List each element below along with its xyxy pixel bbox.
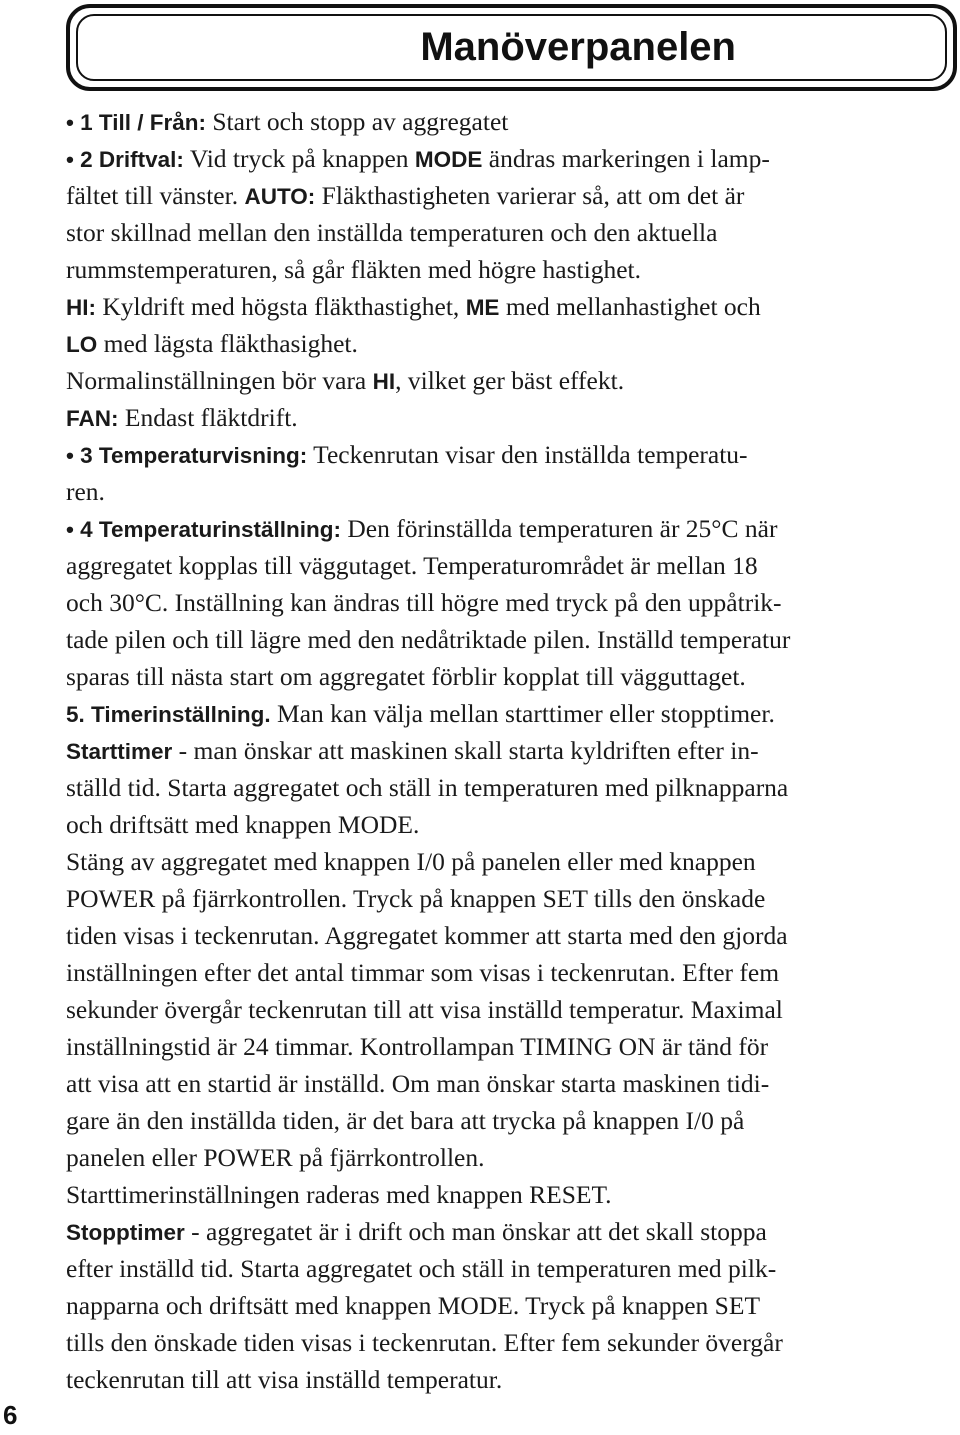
text-line	[66, 991, 956, 1028]
bold-term: • 2 Driftval:	[66, 147, 184, 172]
text-segment: rummstemperaturen, så går fläkten med högre hastighet.	[66, 255, 641, 284]
text-segment: Stäng av aggregatet med knappen I/0 på panelen eller med knappen	[66, 847, 756, 876]
bold-term: ME	[465, 295, 500, 320]
text-line	[66, 732, 956, 769]
text-line	[66, 1028, 956, 1065]
bold-term: HI	[372, 369, 396, 394]
text-line	[66, 1361, 956, 1398]
text-line	[66, 658, 956, 695]
bold-term: LO	[66, 332, 98, 357]
text-segment: Endast fläktdrift.	[118, 403, 298, 432]
text-line	[66, 621, 956, 658]
text-line	[66, 547, 956, 584]
text-segment: napparna och driftsätt med knappen MODE. Tryck på knappen SET	[66, 1291, 761, 1320]
bold-term: FAN:	[66, 406, 119, 431]
body-text	[66, 103, 956, 1398]
text-segment: POWER på fjärrkontrollen. Tryck på knappen SET tills den önskade	[66, 884, 766, 913]
text-segment: stor skillnad mellan den inställda temperaturen och den aktuella	[66, 218, 718, 247]
text-line	[66, 214, 956, 251]
text-segment: - man önskar att maskinen skall starta kyldriften efter in-	[172, 736, 759, 765]
text-line	[66, 769, 956, 806]
bold-term: 5. Timerinställning.	[66, 702, 271, 727]
text-segment: att visa att en startid är inställd. Om man önskar starta maskinen tidi-	[66, 1069, 770, 1098]
text-segment: Fläkthastigheten varierar så, att om det är	[315, 181, 745, 210]
text-segment: tiden visas i teckenrutan. Aggregatet kommer att starta med den gjorda	[66, 921, 788, 950]
text-segment: Normalinställningen bör vara	[66, 366, 373, 395]
bold-term: • 4 Temperaturinställning:	[66, 517, 341, 542]
bold-term: HI:	[66, 295, 96, 320]
text-line	[66, 473, 956, 510]
text-segment: Kyldrift med högsta fläkthastighet,	[96, 292, 466, 321]
text-line	[66, 880, 956, 917]
bold-term: MODE	[414, 147, 483, 172]
text-segment: ren.	[66, 477, 105, 506]
text-segment: aggregatet kopplas till väggutaget. Temperaturområdet är mellan 18	[66, 551, 758, 580]
text-segment: sparas till nästa start om aggregatet förblir kopplat till vägguttaget.	[66, 662, 746, 691]
text-line	[66, 1324, 956, 1361]
text-segment: ställd tid. Starta aggregatet och ställ in temperaturen med pilknapparna	[66, 773, 789, 802]
text-line	[66, 843, 956, 880]
text-line	[66, 362, 956, 399]
text-line	[66, 1250, 956, 1287]
text-line	[66, 103, 956, 140]
bold-term: Starttimer	[66, 739, 173, 764]
text-segment: och driftsätt med knappen MODE.	[66, 810, 420, 839]
text-segment: panelen eller POWER på fjärrkontrollen.	[66, 1143, 485, 1172]
text-line	[66, 436, 956, 473]
text-line	[66, 325, 956, 362]
text-line	[66, 399, 956, 436]
text-segment: Start och stopp av aggregatet	[206, 107, 509, 136]
text-line	[66, 1139, 956, 1176]
text-line	[66, 1213, 956, 1250]
text-segment: efter inställd tid. Starta aggregatet och ställ in temperaturen med pilk-	[66, 1254, 777, 1283]
page-title: Manöverpanelen	[420, 25, 736, 69]
text-segment: Den förinställda temperaturen är 25°C när	[341, 514, 778, 543]
text-segment: fältet till vänster.	[66, 181, 245, 210]
text-line	[66, 251, 956, 288]
bold-term: Stopptimer	[66, 1220, 185, 1245]
text-segment: tills den önskade tiden visas i teckenrutan. Efter fem sekunder övergår	[66, 1328, 783, 1357]
text-segment: sekunder övergår teckenrutan till att visa inställd temperatur. Maximal	[66, 995, 783, 1024]
text-line	[66, 140, 956, 177]
text-segment: gare än den inställda tiden, är det bara att trycka på knappen I/0 på	[66, 1106, 745, 1135]
text-segment: Teckenrutan visar den inställda temperatu-	[307, 440, 748, 469]
text-line	[66, 510, 956, 547]
text-segment: teckenrutan till att visa inställd temperatur.	[66, 1365, 503, 1394]
text-segment: , vilket ger bäst effekt.	[395, 366, 625, 395]
text-segment: med mellanhastighet och	[499, 292, 761, 321]
text-line	[66, 917, 956, 954]
bold-term: • 1 Till / Från:	[66, 110, 206, 135]
text-segment: och 30°C. Inställning kan ändras till högre med tryck på den uppåtrik-	[66, 588, 782, 617]
text-segment: Man kan välja mellan starttimer eller stopptimer.	[270, 699, 775, 728]
text-segment: - aggregatet är i drift och man önskar att det skall stoppa	[184, 1217, 767, 1246]
text-line	[66, 1065, 956, 1102]
text-segment: ändras markeringen i lamp-	[482, 144, 770, 173]
text-line	[66, 954, 956, 991]
text-segment: med lägsta fläkthasighet.	[97, 329, 358, 358]
text-segment: Starttimerinställningen raderas med knappen RESET.	[66, 1180, 612, 1209]
bold-term: • 3 Temperaturvisning:	[66, 443, 308, 468]
text-line	[66, 177, 956, 214]
text-line	[66, 288, 956, 325]
text-line	[66, 1102, 956, 1139]
text-line	[66, 806, 956, 843]
text-line	[66, 584, 956, 621]
text-line	[66, 1287, 956, 1324]
page-number: 6	[3, 1400, 18, 1430]
bold-term: AUTO:	[244, 184, 316, 209]
text-segment: tade pilen och till lägre med den nedåtriktade pilen. Inställd temperatur	[66, 625, 791, 654]
text-segment: inställningen efter det antal timmar som visas i teckenrutan. Efter fem	[66, 958, 780, 987]
text-line	[66, 695, 956, 732]
text-segment: Vid tryck på knappen	[183, 144, 415, 173]
text-line	[66, 1176, 956, 1213]
text-segment: inställningstid är 24 timmar. Kontrollampan TIMING ON är tänd för	[66, 1032, 769, 1061]
